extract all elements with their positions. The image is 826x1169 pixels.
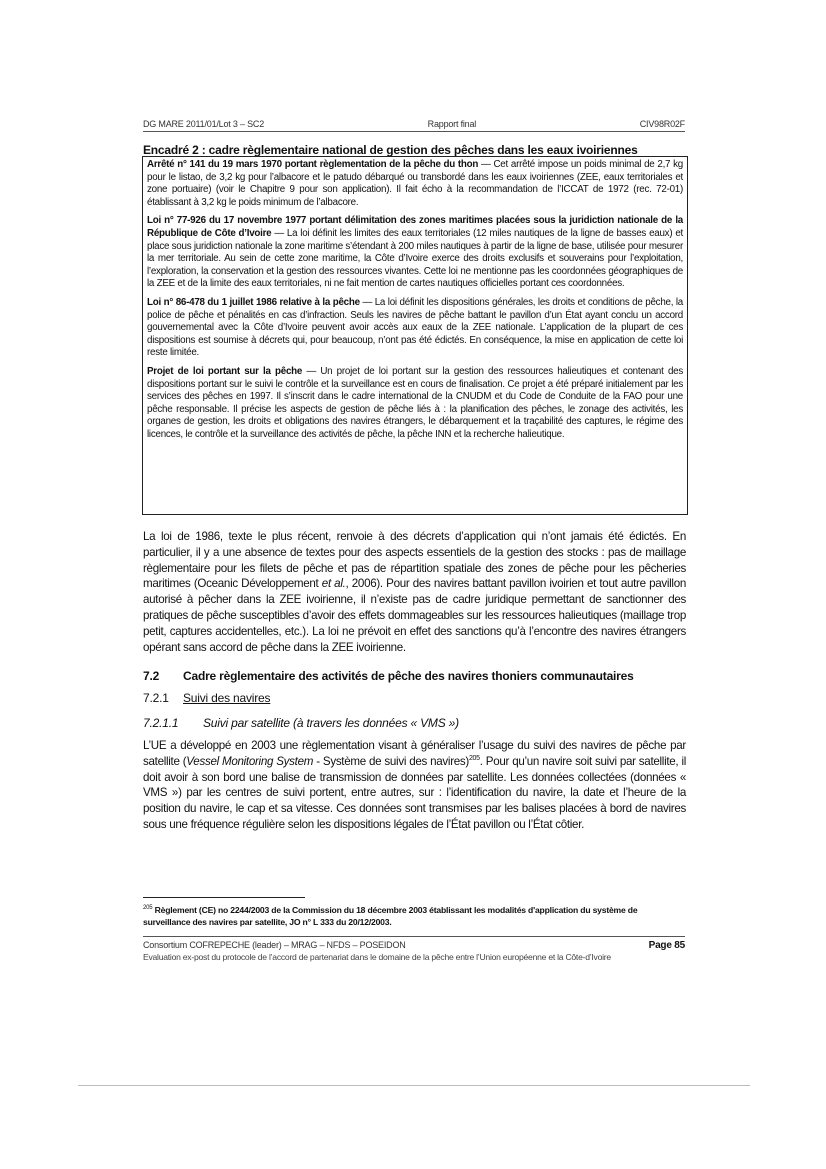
subsection-number: 7.2.1	[143, 691, 169, 705]
encadre-item-title: Arrêté n° 141 du 19 mars 1970 portant règlementation de la pêche du thon	[147, 159, 479, 170]
paragraph-italic: et al.	[321, 577, 346, 591]
page-bottom-divider	[78, 1085, 750, 1086]
subsubsection-number: 7.2.1.1	[143, 716, 179, 730]
body-paragraph-1	[143, 529, 686, 655]
encadre-item-text: — La loi définit les dispositions générales, les droits et conditions de pêche, la police de pêche et pénalités en cas d’infraction. Seuls les navires de pêche battant le pavillon d’un État ayant conclu un accord gouvernemental avec la Côte d’Ivoire peuvent avoir accès aux eaux de la ZEE nationale. L’application de la plupart de ces dispositions est soumise à décrets qui, pour beaucoup, n’ont pas été édictés. En conséquence, la mise en application de cette loi reste limitée.	[147, 296, 684, 359]
encadre-item-text: — Un projet de loi portant sur la gestion des ressources halieutiques et contenant des dispositions portant sur le suivi le contrôle et la surveillance est en cours de finalisation. Ce projet a été préparé initialement par les services des pêches en 1997. Il s’inscrit dans le cadre international de la CNUDM et du Code de Conduite de la FAO pour une pêche responsable. Il précise les aspects de gestion de pêche liés à : la planification des pêches, le zonage des activités, les organes de gestion, les droits et obligations des navires étrangers, le débarquement et la traçabilité des captures, le régime des licences, le contrôle et la surveillance des activités de pêche, la pêche INN et la recherche halieutique.	[147, 365, 683, 440]
encadre-title: Encadré 2 : cadre règlementaire national de gestion des pêches dans les eaux ivoiriennes	[143, 143, 638, 157]
page-header	[143, 119, 685, 132]
footnote	[143, 904, 686, 928]
subsubsection-heading	[143, 716, 459, 730]
footnote-number: 205	[143, 905, 153, 912]
subsubsection-title: Suivi par satellite (à travers les données « VMS »)	[203, 716, 459, 730]
encadre-item-title: Loi n° 77-926 du 17 novembre 1977 portant délimitation des zones maritimes placées sous la juridiction nationale de la République de Côte d’Ivoire	[147, 215, 683, 239]
section-title: Cadre règlementaire des activités de pêche des navires thoniers communautaires	[183, 669, 634, 683]
encadre-item-text: — La loi définit les limites des eaux territoriales (12 miles nautiques de la ligne de basses eaux) et place sous juridiction nationale la zone maritime s’étendant à 200 miles nautiques à partir de la ligne de base, utilisée pour mesurer la mer territoriale. Au sein de cette zone maritime, la Côte d’Ivoire exerce des droits exclusifs et souverains pour l’exploitation, l’exploration, la conservation et la gestion des ressources vivantes. Cette loi ne mentionne pas les coordonnées géographiques de la ZEE et de la limite des eaux territoriales, ni ne fait mention de cartes nautiques officielles portant ces coordonnées.	[147, 227, 683, 290]
encadre-box	[142, 156, 688, 515]
body-paragraph-2	[143, 738, 686, 833]
footnote-divider	[143, 897, 305, 898]
section-number: 7.2	[143, 669, 160, 683]
encadre-item-title: Projet de loi portant sur la pêche	[147, 365, 303, 377]
footnote-text: Règlement (CE) no 2244/2003 de la Commission du 18 décembre 2003 établissant les modalités d'application du système de surveillance des navires par satellite, JO n° L 333 du 20/12/2003.	[143, 905, 638, 927]
footer-consortium: Consortium COFREPECHE (leader) – MRAG – NFDS – POSEIDON	[143, 940, 406, 950]
subsection-title: Suivi des navires	[183, 691, 271, 705]
paragraph-text: L’UE a développé en 2003 une règlementation visant à généraliser l’usage du suivi des navires de pêche par satellite (	[143, 739, 686, 768]
page-number: Page 85	[648, 940, 685, 951]
encadre-item-title: Loi n° 86-478 du 1 juillet 1986 relative à la pêche	[147, 296, 360, 308]
page-footer	[143, 936, 685, 962]
footer-subtitle: Evaluation ex-post du protocole de l’accord de partenariat dans le domaine de la pêche entre l’Union européenne et la Côte-d’Ivoire	[143, 952, 611, 962]
paragraph-text: La loi de 1986, texte le plus récent, renvoie à des décrets d’application qui n’ont jamais été édictés. En particulier, il y a une absence de textes pour des aspects essentiels de la gestion des stocks : pas de maillage règlementaire pour les filets de pêche et pas de répartition spatiale des zones de pêche pour les pêcheries maritimes (Oceanic Développement	[143, 530, 686, 591]
footnote-reference[interactable]: 205	[468, 754, 480, 762]
paragraph-italic: Vessel Monitoring System	[186, 754, 314, 768]
paragraph-text: - Système de suivi des navires)	[313, 754, 469, 768]
header-right: CIV98R02F	[639, 119, 685, 129]
encadre-item	[147, 297, 683, 360]
subsection-heading	[143, 691, 270, 705]
encadre-item-text: — Cet arrêté impose un poids minimal de 2,7 kg pour le listao, de 3,2 kg pour l’albacore et le patudo débarqué ou transbordé dans les eaux ivoiriennes (ZEE, eaux territoriales et zone portuaire) (voir le Chapitre 9 pour son application). Il fait écho à la recommandation de l’ICCAT de 1972 (rec. 72-01) établissant à 3,2 kg le poids minimum de l’albacore.	[147, 159, 683, 208]
header-left: DG MARE 2011/01/Lot 3 – SC2	[143, 119, 264, 129]
header-center: Rapport final	[427, 119, 477, 129]
paragraph-text: . Pour qu’un navire soit suivi par satellite, il doit avoir à son bord une balise de transmission de données par satellite. Les données collectées (données « VMS ») par les centres de suivi portent, entre autres, sur : l’identification du navire, la date et l’heure de la position du navire, le cap et sa vitesse. Ces données sont transmises par les balises placées à bord de navires sous une fréquence régulière selon les dispositions légales de l’État pavillon ou l’État côtier.	[143, 754, 687, 831]
encadre-item	[147, 215, 683, 291]
paragraph-text: , 2006). Pour des navires battant pavillon ivoirien et tout autre pavillon autorisé à pêcher dans la ZEE ivoirienne, il n’existe pas de cadre juridique permettant de sanctionner des pratiques de pêche susceptibles d’avoir des effets dommageables sur les ressources halieutiques (maillage trop petit, captures accidentelles, etc.). La loi ne prévoit en effet des sanctions qu’à l’encontre des navires étrangers opérant sans accord de pêche dans la ZEE ivoirienne.	[143, 577, 686, 654]
encadre-item	[147, 366, 683, 442]
encadre-item	[147, 159, 683, 209]
section-heading	[143, 669, 703, 683]
